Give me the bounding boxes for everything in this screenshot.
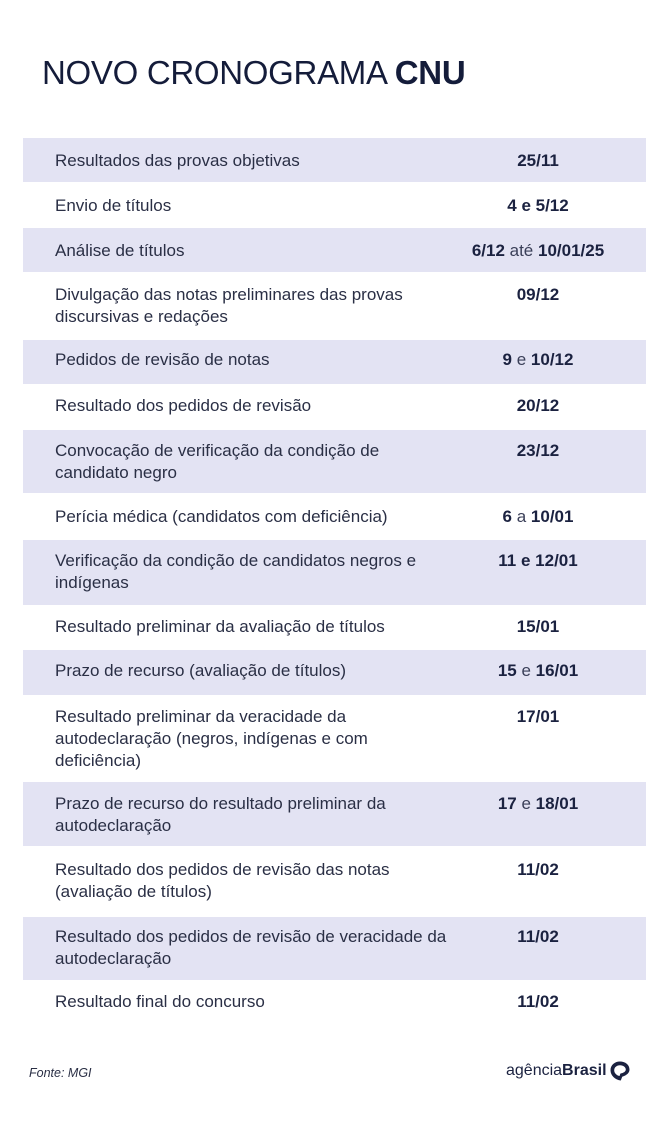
date-value: 6/12: [471, 241, 505, 260]
date-connector: e: [516, 661, 536, 680]
date-value: 15/01: [516, 617, 560, 636]
schedule-row: [23, 138, 646, 182]
event-date: [433, 616, 643, 638]
date-value: 9: [502, 350, 512, 369]
source-credit: Fonte: MGI: [29, 1066, 92, 1080]
schedule-row: [23, 980, 646, 1025]
date-value: 17: [497, 794, 517, 813]
event-label: Verificação da condição de candidatos negros e indígenas: [55, 551, 417, 592]
schedule-row: [23, 384, 646, 430]
date-connector: e: [512, 350, 531, 369]
event-date: [433, 440, 643, 462]
schedule-row: [23, 650, 646, 695]
event-date: [433, 195, 643, 217]
date-value: 10/01: [530, 507, 574, 526]
event-label: Resultado preliminar da avaliação de títulos: [55, 617, 385, 636]
event-date: [433, 550, 643, 572]
event-label: Resultado preliminar da veracidade da autodeclaração (negros, indígenas e com deficiência): [55, 707, 368, 770]
date-value: 09/12: [516, 285, 560, 304]
schedule-row: [23, 430, 646, 493]
date-value: 11 e 12/01: [498, 551, 578, 570]
event-label: Prazo de recurso do resultado preliminar da autodeclaração: [55, 794, 386, 835]
agencia-brasil-map-pin-icon: [609, 1060, 631, 1082]
agencia-brasil-logo: [506, 1060, 631, 1082]
event-label: Análise de títulos: [55, 241, 185, 260]
schedule-row: [23, 782, 646, 846]
event-date: [433, 859, 643, 881]
date-value: 11/02: [517, 860, 559, 879]
schedule-row: [23, 605, 646, 650]
event-label: Perícia médica (candidatos com deficiência): [55, 507, 388, 526]
event-date: [433, 793, 643, 815]
page-title: [42, 54, 465, 92]
date-value: 10/12: [530, 350, 574, 369]
event-label: Resultado dos pedidos de revisão de veracidade da autodeclaração: [55, 927, 447, 968]
event-label: Resultados das provas objetivas: [55, 151, 300, 170]
schedule-row: [23, 272, 646, 340]
event-date: [433, 926, 643, 948]
date-value: 10/01/25: [538, 241, 605, 260]
date-value: 4 e 5/12: [507, 196, 569, 215]
event-label: Convocação de verificação da condição de candidato negro: [55, 441, 380, 482]
date-value: 18/01: [535, 794, 579, 813]
date-value: 15: [497, 661, 517, 680]
logo-text-bold: Brasil: [562, 1062, 607, 1079]
event-label: Resultado dos pedidos de revisão das notas (avaliação de títulos): [55, 860, 390, 901]
schedule-table: [23, 138, 646, 1025]
event-label: Envio de títulos: [55, 196, 172, 215]
date-value: 23/12: [516, 441, 560, 460]
event-date: [433, 506, 643, 528]
date-value: 11/02: [517, 992, 559, 1011]
date-value: 17/01: [516, 707, 560, 726]
event-date: [433, 991, 643, 1013]
schedule-row: [23, 695, 646, 782]
schedule-row: [23, 182, 646, 228]
date-value: 16/01: [535, 661, 579, 680]
event-date: [433, 284, 643, 306]
schedule-row: [23, 340, 646, 384]
event-date: [433, 150, 643, 172]
schedule-row: [23, 540, 646, 605]
event-label: Resultado final do concurso: [55, 992, 265, 1011]
event-date: [433, 660, 643, 682]
schedule-row: [23, 493, 646, 540]
date-value: 25/11: [517, 151, 559, 170]
date-connector: e: [516, 794, 536, 813]
logo-text-light: agência: [506, 1062, 563, 1079]
date-value: 20/12: [516, 396, 560, 415]
schedule-row: [23, 917, 646, 980]
event-label: Prazo de recurso (avaliação de títulos): [55, 661, 347, 680]
title-regular: NOVO CRONOGRAMA: [42, 54, 386, 91]
schedule-row: [23, 228, 646, 272]
event-label: Divulgação das notas preliminares das provas discursivas e redações: [55, 285, 403, 326]
event-label: Pedidos de revisão de notas: [55, 350, 270, 369]
event-date: [433, 240, 643, 262]
event-date: [433, 395, 643, 417]
date-value: 11/02: [517, 927, 559, 946]
event-label: Resultado dos pedidos de revisão: [55, 396, 312, 415]
schedule-row: [23, 846, 646, 917]
event-date: [433, 706, 643, 728]
date-connector: a: [512, 507, 531, 526]
date-connector: até: [504, 241, 538, 260]
date-value: 6: [502, 507, 512, 526]
event-date: [433, 349, 643, 371]
title-bold: CNU: [394, 54, 466, 91]
